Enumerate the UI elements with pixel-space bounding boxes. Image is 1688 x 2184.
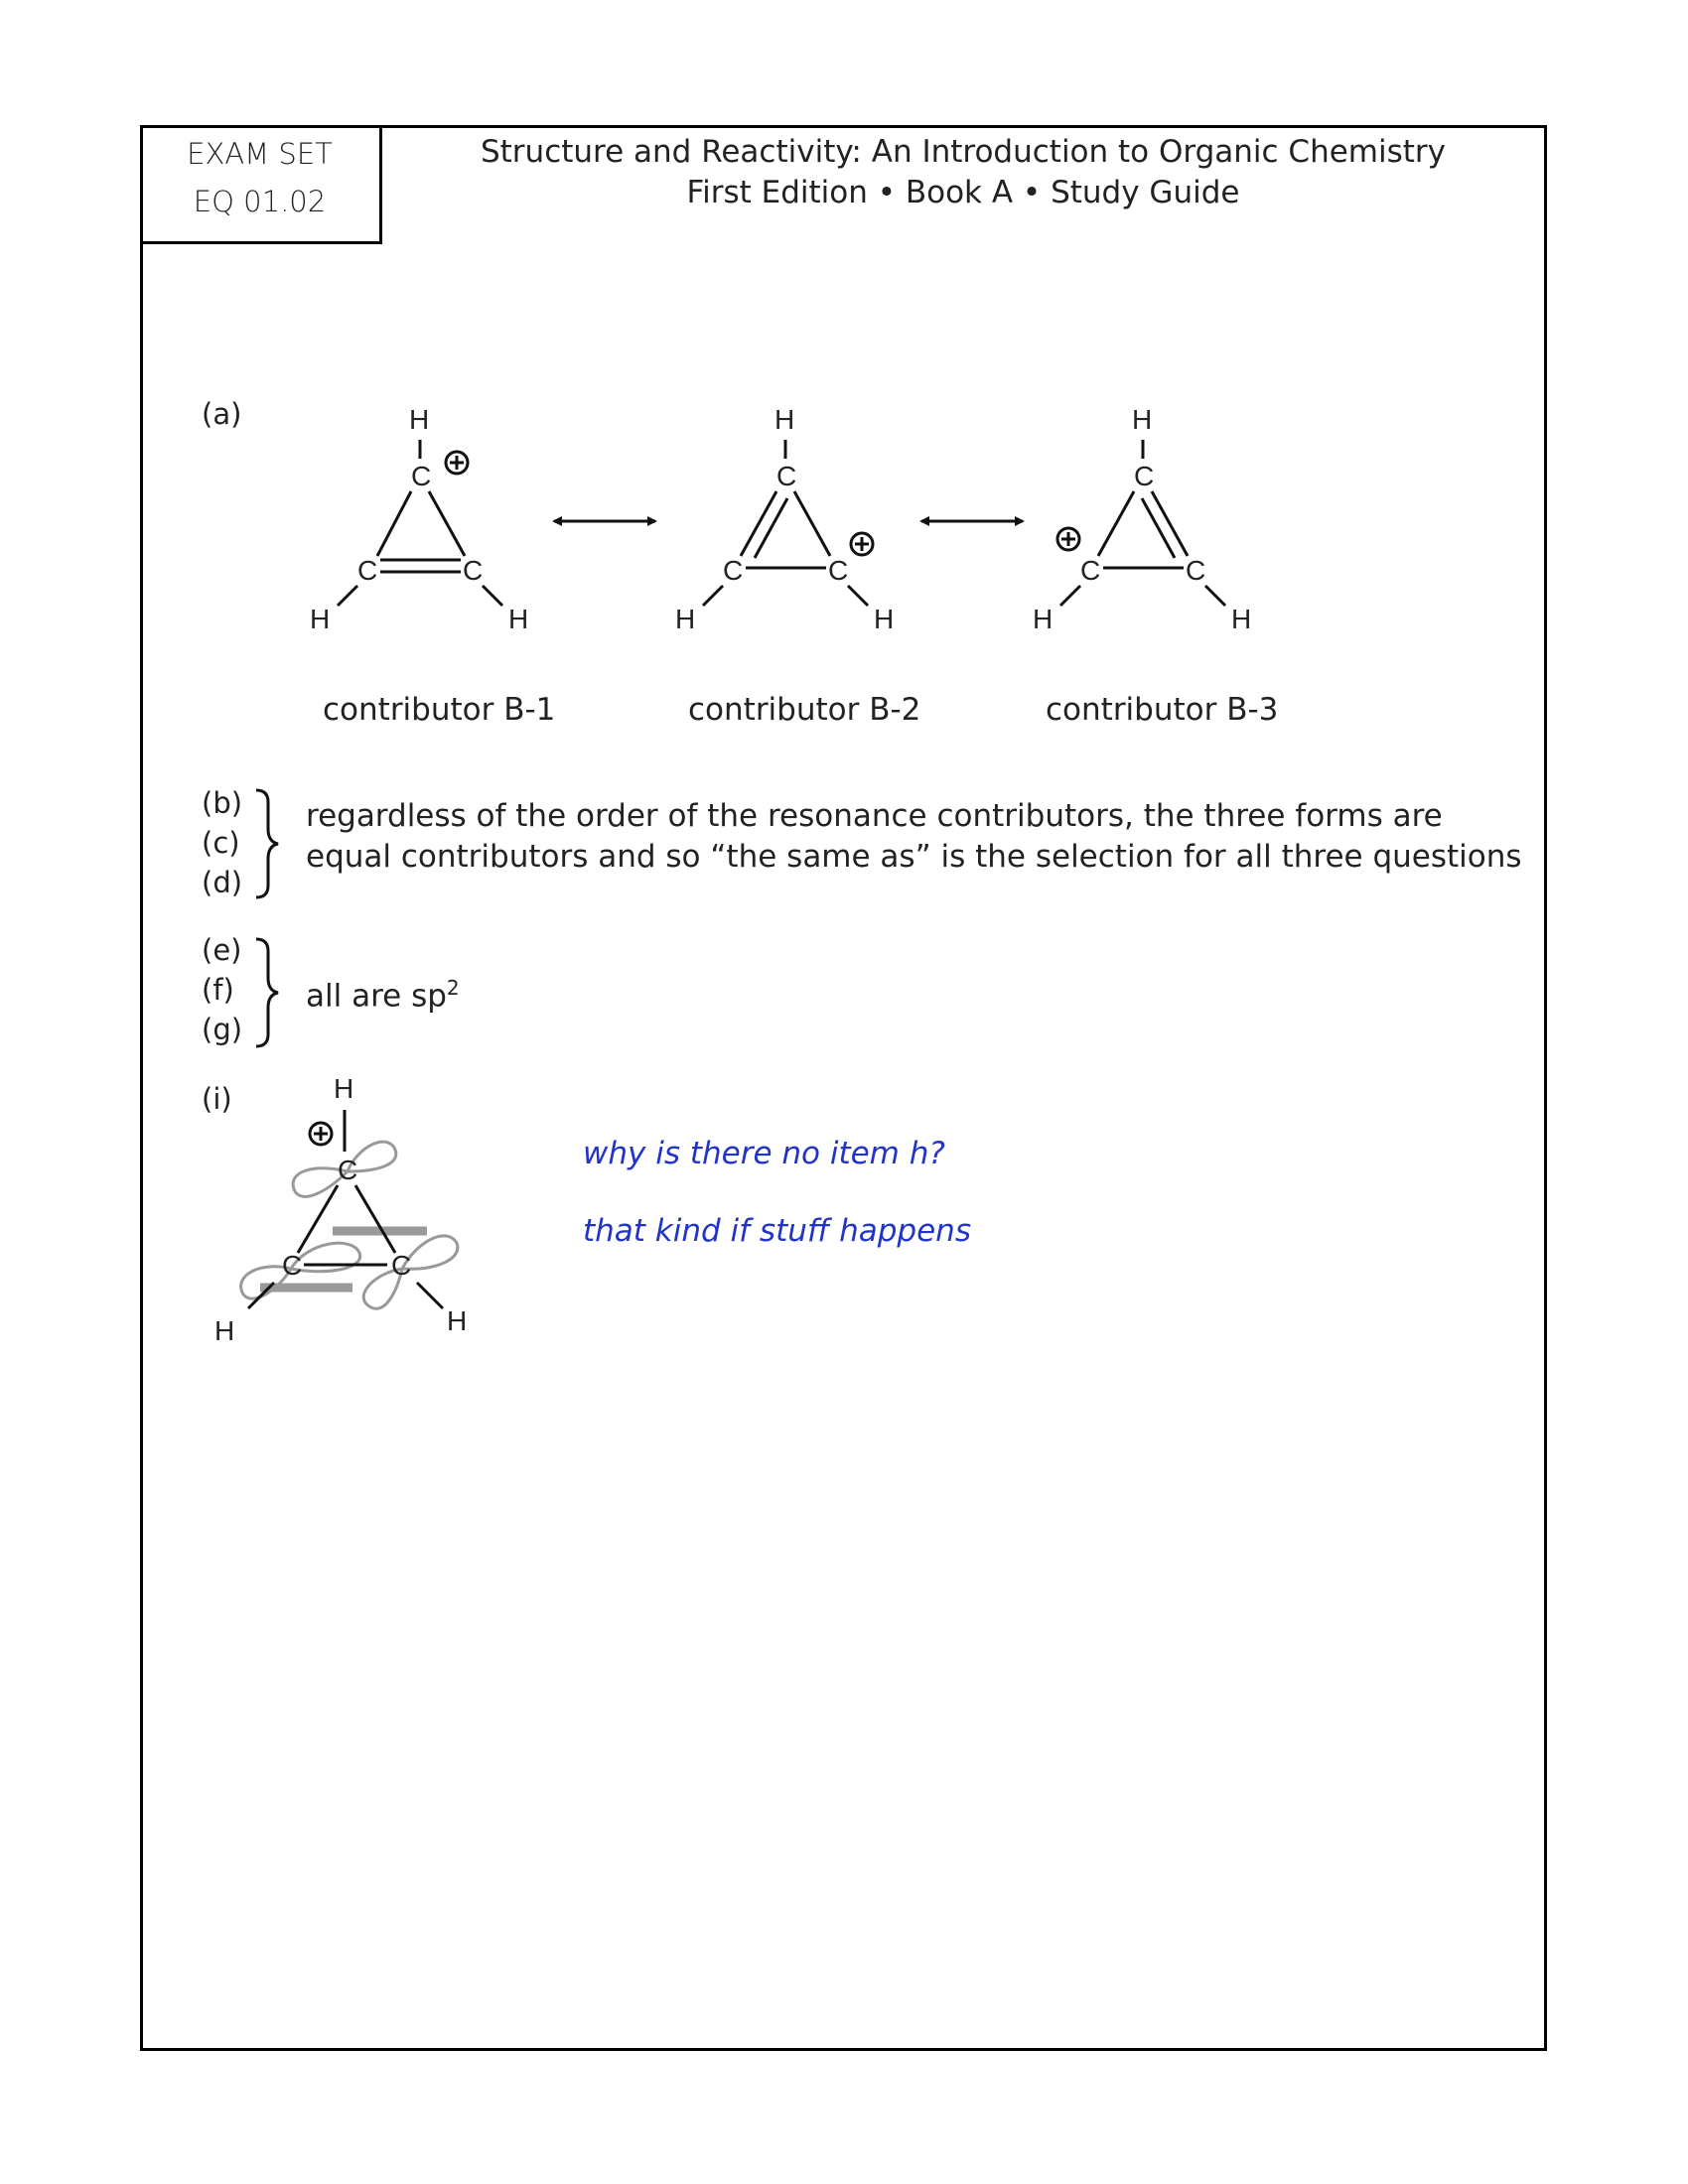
b2-c-left: C (723, 555, 744, 586)
part-f-label: (f) (202, 973, 234, 1007)
b3-h-top: H (1132, 404, 1153, 435)
b1-h-left: H (310, 604, 331, 634)
contributor-b3-structure (1033, 404, 1251, 634)
contributor-b3-label: contributor B-3 (1046, 692, 1279, 728)
answer-bcd-line-2: equal contributors and so “the same as” is the selection for all three questions (306, 839, 1522, 875)
exam-code: EQ 01.02 (193, 185, 327, 218)
annotation-note-1: why is there no item h? (583, 1136, 945, 1171)
b2-h-right: H (874, 604, 895, 634)
answer-efg-text: all are sp (306, 978, 447, 1015)
answer-bcd-line-1: regardless of the order of the resonance contributors, the three forms are (306, 798, 1443, 834)
b1-h-top: H (409, 404, 430, 435)
contributor-b2-structure (675, 404, 894, 634)
title-line-2: First Edition • Book A • Study Guide (686, 175, 1240, 210)
i-c-left: C (282, 1250, 303, 1281)
b2-c-top: C (776, 461, 797, 491)
answer-bcd (306, 796, 1522, 878)
b3-c-left: C (1080, 555, 1101, 586)
b3-h-left: H (1033, 604, 1054, 634)
annotation-note-2: that kind if stuff happens (583, 1213, 971, 1249)
b1-c-right: C (463, 555, 484, 586)
part-e-label: (e) (202, 933, 242, 967)
i-c-top: C (338, 1155, 358, 1185)
b2-h-top: H (774, 404, 795, 435)
b3-c-top: C (1134, 461, 1155, 491)
b1-c-left: C (357, 555, 378, 586)
b3-h-right: H (1231, 604, 1252, 634)
contributor-b2-label: contributor B-2 (688, 692, 921, 728)
b2-h-left: H (675, 604, 696, 634)
i-c-right: C (391, 1250, 412, 1281)
contributor-b1-label: contributor B-1 (323, 692, 556, 728)
brace-efg-icon (256, 939, 278, 1046)
b3-c-right: C (1186, 555, 1206, 586)
b2-c-right: C (828, 555, 849, 586)
part-b-label: (b) (202, 786, 243, 820)
i-h-top: H (334, 1073, 354, 1104)
i-h-right: H (447, 1305, 468, 1336)
contributor-b1-structure (310, 404, 528, 634)
part-i-label: (i) (202, 1082, 232, 1116)
orbital-structure (214, 1073, 467, 1346)
part-d-label: (d) (202, 866, 243, 899)
i-h-left: H (214, 1315, 235, 1346)
brace-bcd-icon (256, 790, 278, 897)
part-g-label: (g) (202, 1013, 243, 1046)
exam-set-label: EXAM SET (187, 137, 333, 171)
title-line-1: Structure and Reactivity: An Introduction to Organic Chemistry (480, 134, 1447, 170)
part-a-label: (a) (202, 397, 242, 431)
b1-h-right: H (508, 604, 529, 634)
b1-c-top: C (411, 461, 432, 491)
part-c-label: (c) (202, 826, 240, 860)
answer-efg-superscript: 2 (446, 976, 460, 1000)
answer-efg (306, 968, 460, 1017)
